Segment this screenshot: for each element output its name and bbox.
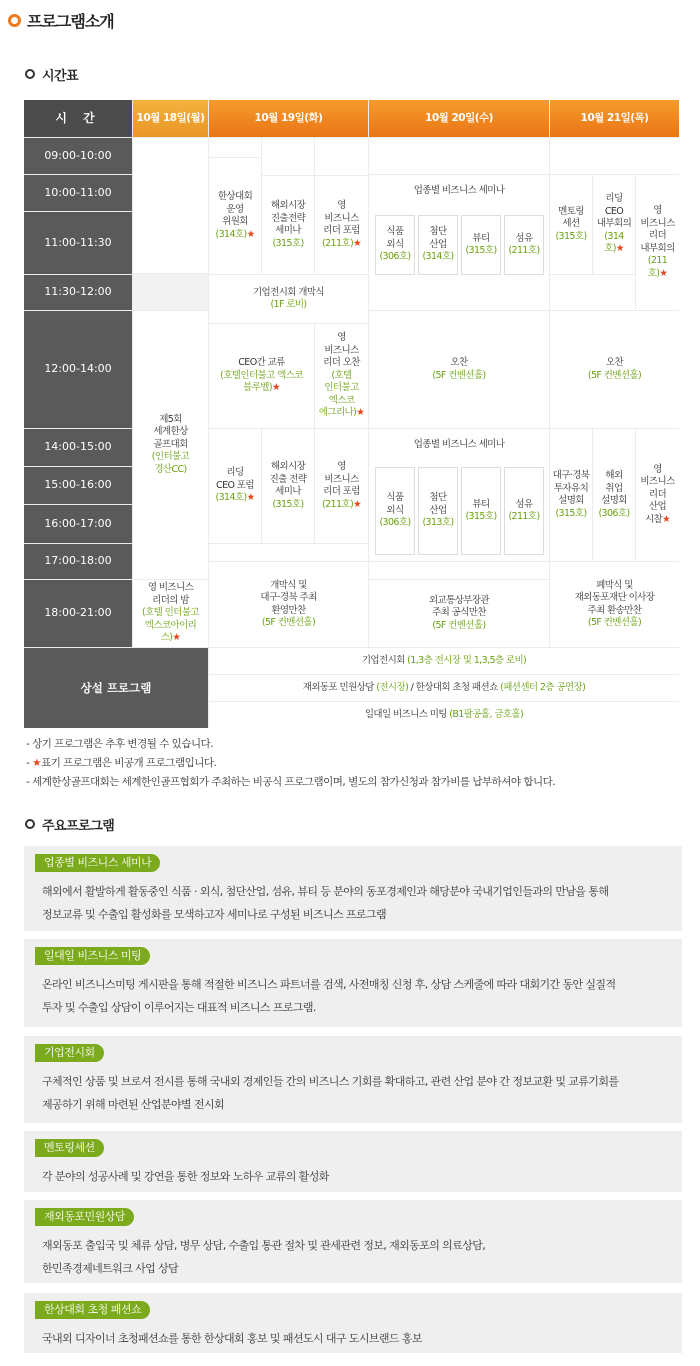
description-line: 각 분야의 성공사례 및 강연을 통한 정보와 노하우 교류의 활성화 bbox=[42, 1170, 329, 1183]
cell-text: 리더 오찬 bbox=[323, 357, 360, 369]
cell-venue: (315호) bbox=[272, 237, 304, 249]
header-day-3: 10월 20일(수) bbox=[369, 100, 549, 137]
permanent-expo-row bbox=[209, 648, 679, 674]
time-row: 14:00-15:00 bbox=[24, 429, 132, 466]
cell-venue: (인터불고 bbox=[151, 451, 190, 463]
cell-text: 기업전시회 bbox=[361, 654, 408, 666]
empty-cell bbox=[133, 274, 208, 310]
cell-text: 영 bbox=[653, 205, 662, 216]
cell-text: 환영만찬 bbox=[271, 604, 306, 616]
cell-venue: (211호) bbox=[321, 237, 354, 249]
time-row: 16:00-17:00 bbox=[24, 505, 132, 543]
seminar-hitech-cell bbox=[418, 215, 458, 275]
cell-text: 내부회의 bbox=[596, 218, 632, 230]
mentoring-session-cell bbox=[550, 175, 592, 274]
cell-venue: (패션센터 2층 공연장) bbox=[500, 681, 586, 693]
seminar-beauty-cell bbox=[461, 215, 501, 275]
schedule-section-title bbox=[25, 64, 78, 84]
cell-text: 설명회 bbox=[601, 495, 627, 506]
cell-text: 비즈니스 bbox=[640, 217, 675, 229]
cell-text: 영 비즈니스 bbox=[147, 582, 194, 594]
description-line: 해외에서 활발하게 활동중인 식품 · 외식, 첨단산업, 섬유, 뷰티 등 분야의 동포경제인과 해당분야 국내기업인들과의 만남을 통해 bbox=[42, 885, 609, 898]
cell-venue: (5F 컨벤션홀) bbox=[587, 369, 642, 381]
cell-venue: 경산CC) bbox=[154, 463, 187, 475]
major-title-text: 주요프로그램 bbox=[42, 818, 115, 834]
program-badge: 일대일 비즈니스 미팅 bbox=[35, 947, 150, 965]
private-star-icon: ★ bbox=[172, 632, 181, 644]
cell-text: 외식 bbox=[386, 238, 404, 250]
cell-venue: 엑스코 bbox=[328, 394, 355, 406]
schedule-title-text: 시간표 bbox=[42, 68, 79, 84]
farewell-dinner-cell bbox=[550, 562, 679, 647]
cell-venue: (314호) bbox=[215, 228, 247, 240]
description-line: 한민족경제네트워크 사업 상담 bbox=[42, 1262, 179, 1275]
cell-venue: (315호) bbox=[555, 230, 587, 242]
cell-text: 주최 공식만찬 bbox=[432, 607, 486, 619]
cell-text: 첨단 bbox=[429, 492, 447, 504]
cell-venue: (314호) bbox=[422, 251, 454, 263]
cell-venue: (315호) bbox=[272, 498, 304, 510]
cell-venue: (211호) bbox=[508, 245, 540, 256]
cell-text: 재외동포재단 이사장 bbox=[574, 592, 655, 603]
lunch-cell bbox=[369, 311, 549, 428]
ring-icon bbox=[25, 69, 35, 79]
cell-text: 리딩 bbox=[605, 193, 623, 205]
program-description bbox=[42, 1234, 674, 1280]
cell-text: 외교통상부장관 bbox=[428, 594, 490, 606]
cell-venue: (314호) bbox=[604, 230, 624, 255]
time-row: 15:00-16:00 bbox=[24, 467, 132, 504]
cell-text: 시찰 bbox=[644, 513, 663, 525]
cell-venue: (5F 컨벤션홀) bbox=[587, 617, 642, 628]
cell-text: 대구·경북 bbox=[552, 470, 590, 481]
empty-cell bbox=[262, 138, 314, 175]
cell-text: 오찬 bbox=[605, 357, 624, 368]
cell-venue: (1,3층 전시장 및 1,3,5층 로비) bbox=[407, 654, 527, 666]
header-time: 시 간 bbox=[24, 100, 132, 137]
cell-venue: 블루벨) bbox=[243, 382, 272, 394]
cell-text: 식품 bbox=[386, 492, 404, 504]
header-day-2: 10월 19일(화) bbox=[209, 100, 368, 137]
cell-text: 위원회 bbox=[222, 216, 248, 227]
schedule-notes bbox=[26, 735, 555, 792]
cell-venue: (315호) bbox=[465, 511, 497, 522]
program-box bbox=[24, 939, 682, 1027]
note-line bbox=[26, 754, 555, 773]
time-row: 11:00-11:30 bbox=[24, 212, 132, 274]
cell-venue: (5F 컨벤션홀) bbox=[432, 619, 486, 631]
seminar-food-cell bbox=[375, 215, 415, 275]
opening-dinner-cell bbox=[209, 562, 368, 647]
cell-text: 세미나 bbox=[275, 486, 301, 497]
overseas-seminar-cell bbox=[262, 176, 314, 274]
cell-text: 섬유 bbox=[515, 498, 533, 510]
cell-text: 식품 bbox=[386, 226, 404, 238]
cell-venue: (306호) bbox=[598, 507, 630, 519]
empty-cell bbox=[315, 138, 368, 175]
private-star-icon: ★ bbox=[246, 492, 255, 504]
cell-venue: (호텔 인터불고 bbox=[142, 607, 199, 619]
note-line: - 상기 프로그램은 추후 변경될 수 있습니다. bbox=[26, 738, 214, 750]
private-star-icon: ★ bbox=[246, 228, 255, 240]
cell-text: CEO간 교류 bbox=[238, 357, 285, 369]
cell-venue: (B1팔공홀, 금호홀) bbox=[449, 708, 524, 720]
lunch-cell bbox=[550, 311, 679, 428]
major-programs-section-title bbox=[25, 814, 114, 834]
program-badge: 멘토링세션 bbox=[35, 1139, 104, 1157]
program-description bbox=[42, 880, 674, 926]
cell-venue: 엑스코아이리스) bbox=[144, 619, 197, 644]
cell-text: 영 bbox=[337, 200, 346, 211]
cell-venue: (호텔인터불고 엑스코 bbox=[220, 369, 303, 381]
description-line: 국내외 디자이너 초청패션쇼를 통한 한상대회 홍보 및 패션도시 대구 도시브랜드 홍보 bbox=[42, 1332, 422, 1345]
private-star-icon: ★ bbox=[32, 757, 42, 769]
industry-tour-cell bbox=[636, 429, 679, 561]
description-line: 구체적인 상품 및 브로셔 전시를 통해 국내외 경제인들 간의 비즈니스 기회를 확대하고, 관련 산업 분야 간 정보교환 및 교류기회를 bbox=[42, 1075, 619, 1088]
cell-text: 한상대회 bbox=[217, 191, 253, 202]
cell-text: 해외시장 bbox=[270, 461, 306, 472]
seminar-fiber-cell bbox=[504, 215, 544, 275]
description-line: 온라인 비즈니스미팅 게시판을 통해 적절한 비즈니스 파트너를 검색, 사전매칭 신청 후, 상담 스케줄에 따라 대회기간 동안 실질적 bbox=[42, 978, 616, 991]
cell-text: 비즈니스 bbox=[324, 212, 359, 224]
expo-opening-cell bbox=[209, 275, 368, 323]
cell-text: 비즈니스 bbox=[324, 473, 359, 485]
cell-venue: (5F 컨벤션홀) bbox=[261, 617, 316, 628]
empty-cell bbox=[209, 138, 261, 157]
cell-text: 멘토링 bbox=[558, 205, 584, 217]
private-star-icon: ★ bbox=[662, 513, 671, 525]
permanent-meeting-row bbox=[209, 702, 679, 728]
cell-venue: (전시장) bbox=[376, 681, 409, 693]
description-line: 제공하기 위해 마련된 산업분야별 전시회 bbox=[42, 1098, 225, 1111]
private-star-icon: ★ bbox=[271, 382, 280, 394]
cell-text: 뷰티 bbox=[472, 232, 490, 244]
cell-text: 섬유 bbox=[515, 232, 533, 244]
page-title-text: 프로그램소개 bbox=[27, 11, 114, 31]
cell-text: 세션 bbox=[562, 218, 580, 230]
seminar-fiber-cell bbox=[504, 467, 544, 555]
description-line: 투자 및 수출입 상담이 이루어지는 대표적 비즈니스 프로그램. bbox=[42, 1001, 316, 1014]
program-badge: 기업전시회 bbox=[35, 1044, 104, 1062]
program-box bbox=[24, 846, 682, 931]
cell-text: 설명회 bbox=[558, 495, 584, 506]
cell-venue: 인터불고 bbox=[324, 382, 359, 394]
program-description bbox=[42, 1070, 674, 1116]
cell-venue: (211호) bbox=[508, 511, 540, 522]
young-leader-forum-cell bbox=[315, 176, 368, 274]
program-badge: 업종별 비즈니스 세미나 bbox=[35, 854, 160, 872]
cell-venue: (315호) bbox=[465, 245, 497, 256]
ceo-exchange-cell bbox=[209, 324, 314, 428]
empty-cell bbox=[369, 138, 549, 174]
job-fair-cell bbox=[593, 429, 635, 561]
cell-text: 재외동포 민원상담 bbox=[302, 681, 377, 693]
investment-session-cell bbox=[550, 429, 592, 561]
orange-ring-icon bbox=[8, 14, 21, 27]
seminar-hitech-cell bbox=[418, 467, 458, 555]
cell-text: 산업 bbox=[429, 238, 447, 250]
cell-text: 외식 bbox=[386, 504, 404, 516]
cell-venue: (314호) bbox=[215, 492, 247, 504]
empty-cell bbox=[550, 275, 635, 310]
time-row: 09:00-10:00 bbox=[24, 138, 132, 174]
hansang-committee-cell bbox=[209, 158, 261, 274]
seminar-beauty-cell bbox=[461, 467, 501, 555]
cell-text: 진출 전략 bbox=[269, 473, 307, 485]
time-row: 10:00-11:00 bbox=[24, 175, 132, 211]
cell-venue: (211호) bbox=[321, 498, 354, 510]
private-star-icon: ★ bbox=[353, 237, 362, 249]
cell-venue: (306호) bbox=[379, 251, 411, 263]
cell-text: CEO bbox=[604, 205, 624, 217]
time-row: 11:30-12:00 bbox=[24, 275, 132, 310]
program-box bbox=[24, 1293, 682, 1353]
cell-venue: (1F 로비) bbox=[270, 299, 307, 310]
cell-text: 제5회 bbox=[159, 413, 182, 425]
cell-text: 리딩 bbox=[226, 467, 244, 479]
cell-text: 내부회의 bbox=[640, 242, 675, 254]
cell-text: 투자유치 bbox=[553, 482, 589, 494]
time-row: 17:00-18:00 bbox=[24, 544, 132, 579]
cell-text: 업종별 비즈니스 세미나 bbox=[413, 185, 505, 196]
cell-text: 산업 bbox=[648, 501, 667, 513]
cell-text: / 한상대회 초청 패션쇼 bbox=[408, 681, 501, 693]
leading-ceo-forum-cell bbox=[209, 429, 261, 543]
time-row: 18:00-21:00 bbox=[24, 580, 132, 647]
cell-venue: 에그리나) bbox=[318, 407, 357, 419]
cell-text: 폐막식 및 bbox=[596, 579, 633, 591]
note-line: - 세계한상골프대회는 세계한인골프협회가 주최하는 비공식 프로그램이며, 별도의 참가신청과 참가비를 납부하셔야 합니다. bbox=[26, 776, 556, 788]
header-day-4: 10월 21일(목) bbox=[550, 100, 679, 137]
program-box bbox=[24, 1200, 682, 1283]
cell-text: 업종별 비즈니스 세미나 bbox=[413, 439, 505, 450]
ring-icon bbox=[25, 819, 35, 829]
cell-text: CEO 포럼 bbox=[216, 479, 254, 491]
cell-text: 대구·경북 주최 bbox=[260, 592, 317, 603]
program-badge: 재외동포민원상담 bbox=[35, 1208, 134, 1226]
permanent-consult-row bbox=[209, 675, 679, 701]
cell-text: 운영 bbox=[226, 203, 244, 215]
program-description bbox=[42, 1165, 674, 1188]
cell-text: 리더 bbox=[648, 488, 667, 500]
young-leader-night-cell bbox=[133, 580, 208, 647]
young-leader-meeting-cell bbox=[636, 175, 679, 310]
cell-venue: (호텔 bbox=[331, 369, 352, 381]
cell-text: 영 bbox=[337, 332, 346, 344]
cell-text: 세계한상 bbox=[153, 426, 188, 438]
cell-text: 뷰티 bbox=[472, 498, 490, 510]
cell-text: 비즈니스 bbox=[324, 344, 359, 356]
cell-text: 취업 bbox=[605, 482, 623, 494]
cell-text: 비즈니스 bbox=[640, 476, 675, 488]
cell-text: 리더 포럼 bbox=[323, 225, 360, 236]
cell-venue: (211호) bbox=[647, 255, 668, 279]
note-text: 표기 프로그램은 비공개 프로그램입니다. bbox=[41, 757, 217, 769]
golf-tournament-cell bbox=[133, 311, 208, 579]
cell-text: 해외 bbox=[605, 470, 623, 481]
cell-text: 세미나 bbox=[275, 225, 301, 236]
young-leader-lunch-cell bbox=[315, 324, 368, 428]
young-leader-forum-cell bbox=[315, 429, 368, 543]
cell-text: 주최 환송만찬 bbox=[587, 604, 642, 616]
permanent-programs-label: 상설 프로그램 bbox=[24, 648, 208, 728]
note-dash: - bbox=[26, 757, 33, 769]
description-line: 재외동포 출입국 및 체류 상담, 병무 상담, 수출입 통관 절차 및 관세관련 정보, 재외동포의 의료상담, bbox=[42, 1239, 486, 1252]
cell-text: 리더 bbox=[648, 230, 667, 241]
empty-cell bbox=[209, 544, 368, 561]
program-box bbox=[24, 1036, 682, 1123]
cell-text: 리더 포럼 bbox=[323, 486, 360, 497]
empty-cell bbox=[133, 138, 208, 273]
cell-text: 일대일 비즈니스 미팅 bbox=[364, 708, 450, 720]
cell-venue: (5F 컨벤션홀) bbox=[432, 369, 486, 381]
cell-text: 오찬 bbox=[450, 357, 468, 368]
header-day-1: 10월 18일(월) bbox=[133, 100, 208, 137]
private-star-icon: ★ bbox=[353, 498, 362, 510]
cell-text: 골프대회 bbox=[153, 438, 188, 450]
empty-cell bbox=[550, 138, 679, 174]
program-description bbox=[42, 1327, 674, 1350]
leading-ceo-meeting-cell bbox=[593, 175, 635, 274]
minister-dinner-cell bbox=[369, 580, 549, 647]
cell-venue: (306호) bbox=[379, 517, 411, 529]
cell-text: 영 bbox=[653, 463, 662, 475]
cell-text: 첨단 bbox=[429, 226, 447, 238]
description-line: 정보교류 및 수출입 활성화를 모색하고자 세미나로 구성된 비즈니스 프로그램 bbox=[42, 908, 387, 921]
program-badge: 한상대회 초청 패션쇼 bbox=[35, 1301, 150, 1319]
cell-text: 산업 bbox=[429, 504, 447, 516]
private-star-icon: ★ bbox=[356, 407, 365, 419]
cell-venue: (313호) bbox=[422, 517, 454, 529]
empty-cell bbox=[369, 562, 549, 579]
program-description bbox=[42, 973, 674, 1019]
page-title bbox=[8, 8, 114, 32]
cell-text: 기업전시회 개막식 bbox=[252, 286, 325, 298]
overseas-seminar-cell bbox=[262, 429, 314, 543]
time-row: 12:00-14:00 bbox=[24, 311, 132, 428]
seminar-food-cell bbox=[375, 467, 415, 555]
cell-text: 리더의 밤 bbox=[152, 594, 189, 606]
cell-text: 영 bbox=[337, 461, 346, 472]
cell-venue: (315호) bbox=[555, 507, 587, 519]
cell-text: 진출전략 bbox=[270, 212, 306, 224]
private-star-icon: ★ bbox=[659, 267, 668, 279]
program-box bbox=[24, 1131, 682, 1192]
cell-text: 해외시장 bbox=[270, 200, 306, 211]
private-star-icon: ★ bbox=[615, 243, 624, 255]
cell-text: 개막식 및 bbox=[270, 579, 307, 591]
schedule-table bbox=[24, 100, 679, 728]
